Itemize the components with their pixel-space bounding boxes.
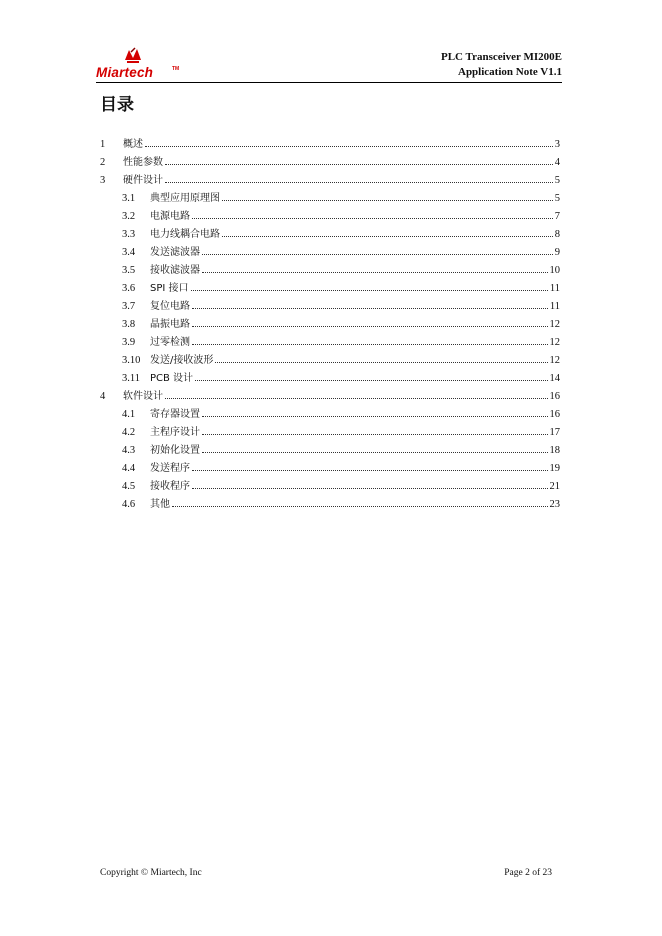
footer-copyright: Copyright © Miartech, Inc — [100, 868, 202, 878]
table-of-contents — [100, 138, 560, 516]
toc-entry[interactable] — [100, 426, 560, 444]
toc-dot-leader — [202, 452, 548, 453]
toc-entry-page: 4 — [554, 157, 560, 168]
toc-entry[interactable] — [100, 246, 560, 264]
toc-entry[interactable] — [100, 390, 560, 408]
toc-entry[interactable] — [100, 174, 560, 192]
document-header — [441, 50, 562, 80]
toc-entry-number: 4 — [100, 391, 106, 402]
toc-entry-title: 接收程序 — [150, 481, 190, 492]
toc-entry[interactable] — [100, 336, 560, 354]
toc-dot-leader — [192, 326, 548, 327]
toc-dot-leader — [192, 344, 548, 345]
toc-entry-page: 8 — [554, 229, 560, 240]
logo-trademark: TM — [172, 66, 180, 72]
footer-page-number: Page 2 of 23 — [504, 868, 552, 878]
toc-entry-number: 3.11 — [122, 373, 140, 384]
toc-entry-page: 19 — [549, 463, 560, 474]
toc-entry-page: 5 — [554, 175, 560, 186]
toc-dot-leader — [195, 380, 547, 381]
toc-entry-page: 11 — [549, 301, 560, 312]
toc-entry-title: 主程序设计 — [150, 427, 200, 438]
toc-dot-leader — [192, 488, 548, 489]
toc-entry-number: 1 — [100, 139, 106, 150]
toc-entry-number: 3 — [100, 175, 106, 186]
toc-dot-leader — [202, 272, 548, 273]
toc-entry-number: 2 — [100, 157, 106, 168]
toc-entry-page: 10 — [549, 265, 560, 276]
toc-entry-page: 16 — [549, 409, 560, 420]
toc-dot-leader — [222, 236, 553, 237]
toc-entry-title: 过零检测 — [150, 337, 190, 348]
toc-entry-title: 典型应用原理图 — [150, 193, 220, 204]
toc-entry-title: 软件设计 — [123, 391, 163, 402]
logo-mark-icon — [123, 46, 143, 66]
toc-dot-leader — [191, 290, 548, 291]
header-divider — [96, 82, 562, 83]
toc-entry[interactable] — [100, 210, 560, 228]
toc-dot-leader — [192, 218, 553, 219]
toc-entry-page: 21 — [549, 481, 560, 492]
toc-entry-number: 3.10 — [122, 355, 141, 366]
toc-heading: 目录 — [100, 95, 134, 115]
toc-dot-leader — [172, 506, 548, 507]
toc-entry[interactable] — [100, 480, 560, 498]
toc-entry-number: 4.5 — [122, 481, 136, 492]
toc-dot-leader — [165, 182, 553, 183]
toc-entry-number: 4.4 — [122, 463, 136, 474]
toc-entry-number: 4.1 — [122, 409, 136, 420]
toc-entry-page: 12 — [549, 319, 560, 330]
toc-entry-title: 发送滤波器 — [150, 247, 200, 258]
toc-dot-leader — [165, 164, 553, 165]
toc-entry[interactable] — [100, 192, 560, 210]
toc-entry-title: 性能参数 — [123, 157, 163, 168]
toc-entry-title: 寄存器设置 — [150, 409, 200, 420]
toc-entry-title: 初始化设置 — [150, 445, 200, 456]
toc-entry-page: 17 — [549, 427, 560, 438]
toc-entry-title: PCB 设计 — [150, 373, 194, 384]
toc-dot-leader — [202, 434, 548, 435]
toc-entry-title: 概述 — [123, 139, 143, 150]
toc-entry-title: 接收滤波器 — [150, 265, 200, 276]
toc-entry-number: 3.8 — [122, 319, 136, 330]
toc-entry[interactable] — [100, 156, 560, 174]
toc-entry[interactable] — [100, 282, 560, 300]
toc-dot-leader — [222, 200, 553, 201]
toc-entry-page: 12 — [549, 337, 560, 348]
toc-entry-title: 发送程序 — [150, 463, 190, 474]
toc-entry-page: 5 — [554, 193, 560, 204]
toc-dot-leader — [165, 398, 548, 399]
toc-entry-title: 硬件设计 — [123, 175, 163, 186]
toc-dot-leader — [145, 146, 553, 147]
toc-entry-number: 3.3 — [122, 229, 136, 240]
toc-entry-number: 3.4 — [122, 247, 136, 258]
header-product-title: PLC Transceiver MI200E — [441, 51, 562, 63]
toc-dot-leader — [192, 470, 548, 471]
toc-entry-title: 电力线耦合电路 — [150, 229, 220, 240]
toc-entry-title: SPI 接口 — [150, 283, 189, 294]
toc-entry[interactable] — [100, 354, 560, 372]
toc-entry-page: 11 — [549, 283, 560, 294]
toc-entry-page: 16 — [549, 391, 560, 402]
toc-entry-number: 3.6 — [122, 283, 136, 294]
toc-entry-page: 18 — [549, 445, 560, 456]
toc-dot-leader — [202, 416, 548, 417]
miartech-logo — [96, 46, 186, 84]
toc-entry-page: 9 — [554, 247, 560, 258]
toc-dot-leader — [192, 308, 548, 309]
toc-entry[interactable] — [100, 498, 560, 516]
toc-entry[interactable] — [100, 264, 560, 282]
toc-entry[interactable] — [100, 462, 560, 480]
toc-entry-number: 4.6 — [122, 499, 136, 510]
toc-dot-leader — [202, 254, 553, 255]
header-doc-version: Application Note V1.1 — [458, 66, 562, 78]
toc-entry-title: 发送/接收波形 — [150, 355, 214, 366]
toc-entry-page: 7 — [554, 211, 560, 222]
toc-entry-page: 23 — [549, 499, 560, 510]
toc-entry-number: 3.2 — [122, 211, 136, 222]
toc-entry-page: 3 — [554, 139, 560, 150]
toc-entry-number: 3.1 — [122, 193, 136, 204]
toc-entry-number: 3.5 — [122, 265, 136, 276]
toc-entry[interactable] — [100, 372, 560, 390]
toc-entry-number: 4.3 — [122, 445, 136, 456]
toc-entry[interactable] — [100, 228, 560, 246]
toc-entry[interactable] — [100, 138, 560, 156]
toc-entry[interactable] — [100, 318, 560, 336]
toc-entry-title: 复位电路 — [150, 301, 190, 312]
toc-entry-number: 3.7 — [122, 301, 136, 312]
toc-dot-leader — [215, 362, 547, 363]
toc-entry[interactable] — [100, 408, 560, 426]
logo-text: Miartech — [96, 65, 154, 80]
toc-entry-page: 12 — [549, 355, 560, 366]
toc-entry-title: 晶振电路 — [150, 319, 190, 330]
toc-entry-number: 3.9 — [122, 337, 136, 348]
toc-entry-title: 电源电路 — [150, 211, 190, 222]
toc-entry-number: 4.2 — [122, 427, 136, 438]
toc-entry[interactable] — [100, 300, 560, 318]
toc-entry-title: 其他 — [150, 499, 170, 510]
toc-entry-page: 14 — [549, 373, 560, 384]
toc-entry[interactable] — [100, 444, 560, 462]
